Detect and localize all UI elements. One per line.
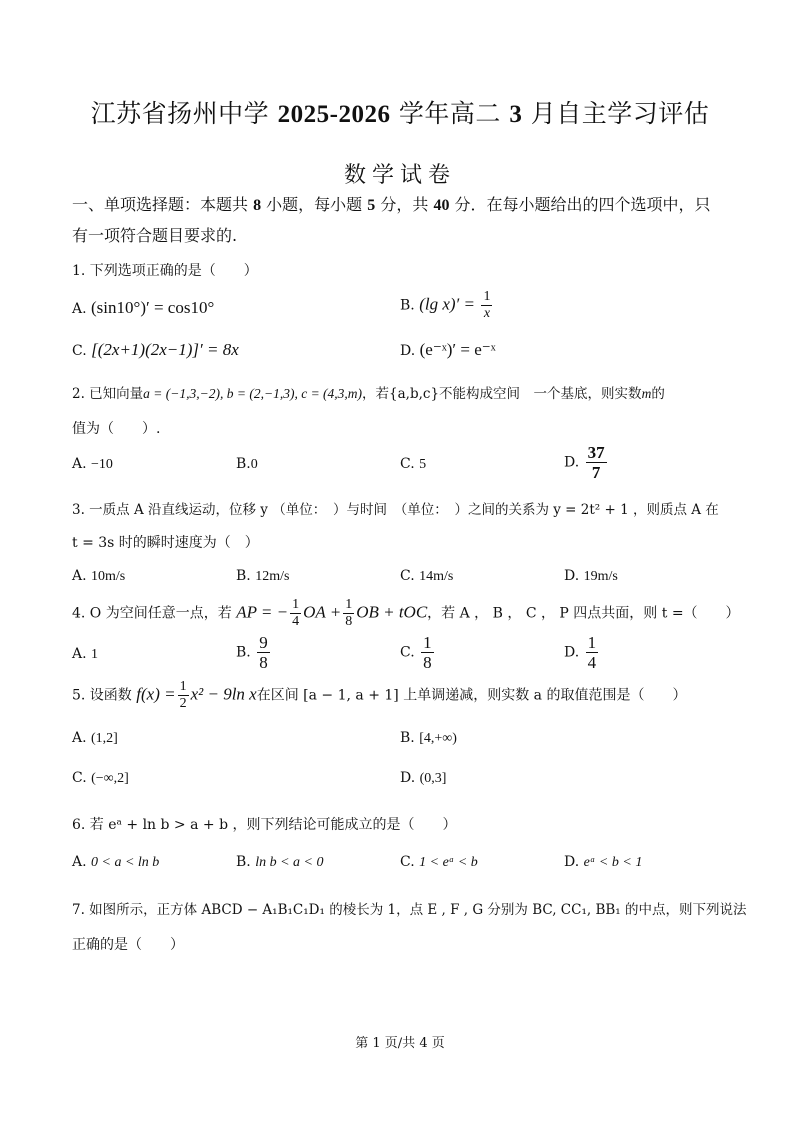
q3-option-c: C. 14m/s: [400, 568, 454, 584]
section-heading-line2: 有一项符合题目要求的.: [72, 226, 238, 245]
question-2-stem-line2: 值为（ ）.: [72, 421, 161, 437]
q3-option-d: D. 19m/s: [564, 568, 618, 584]
question-7-stem-line1: 7. 如图所示，正方体 ABCD − A₁B₁C₁D₁ 的棱长为 1，点 E , F , G 分别为 BC, CC₁, BB₁ 的中点，则下列说法: [72, 902, 747, 918]
section-heading-line1: 一、单项选择题：本题共 8 小题，每小题 5 分，共 40 分．在每小题给出的四个选项中，只: [72, 195, 711, 214]
title-post: 月自主学习评估: [522, 99, 710, 128]
page-footer: 第 1 页/共 4 页: [355, 1036, 445, 1051]
q4-option-d: D. $\frac{1}{4}$: [564, 633, 597, 672]
q1-option-d: D. (e⁻ˣ)′ = e⁻ˣ: [400, 340, 496, 359]
q4-option-c: C. $\frac{1}{8}$: [400, 633, 432, 672]
q3-option-b: B. 12m/s: [236, 568, 290, 584]
page-title: [0, 94, 800, 130]
q4-option-b: B. $\frac{9}{8}$: [236, 633, 268, 672]
q1-option-c: C. [(2x+1)(2x−1)]′ = 8x: [72, 340, 239, 359]
q1-option-d-expr: (e⁻ˣ)′ = e⁻ˣ: [419, 340, 496, 359]
section-heading: [72, 190, 732, 251]
question-3-stem-line2: t = 3s 时的瞬时速度为（ ）: [72, 535, 259, 551]
question-6-stem: 6. 若 eᵃ + ln b > a + b ，则下列结论可能成立的是（ ）: [72, 817, 457, 833]
question-2-stem-line1: 2. 已知向量a = (−1,3,−2), b = (2,−1,3), c = (4,3,m)，若{a,b,c}不能构成空间 一个基底，则实数m的: [72, 386, 665, 402]
q3-option-a: A. 10m/s: [72, 568, 126, 584]
q1-option-b: B. (lg x)′ = $\frac{1}{x}$: [400, 289, 491, 321]
title-pre: 江苏省扬州中学: [90, 99, 278, 128]
q5-option-b: B. [4,+∞): [400, 730, 457, 746]
q6-option-d: D. eᵃ < b < 1: [564, 854, 643, 870]
q1-option-a-expr: (sin10°)′ = cos10°: [91, 298, 215, 317]
question-3-stem-line1: 3. 一质点 A 沿直线运动，位移 y （单位： ）与时间 （单位： ）之间的关系为 y = 2t² + 1 ，则质点 A 在: [72, 502, 719, 518]
q2-option-c: C. 5: [400, 456, 427, 472]
question-5-stem: 5. 设函数 f(x) = $\frac{1}{2}$ x² − 9ln x在区间 [a − 1, a + 1] 上单调递减，则实数 a 的取值范围是（ ）: [72, 679, 687, 711]
question-7-stem-line2: 正确的是（ ）: [72, 937, 184, 953]
q5-option-c: C. (−∞,2]: [72, 770, 129, 786]
title-mid: 学年高二: [390, 99, 510, 128]
q2-option-b: B.0: [236, 456, 258, 472]
q2-option-a: A. −10: [72, 456, 113, 472]
page-subtitle: 数学试卷: [343, 163, 456, 188]
title-years: 2025-2026: [277, 101, 391, 128]
q1-option-b-expr: (lg x)′ =: [419, 294, 475, 314]
q5-option-a: A. (1,2]: [72, 730, 118, 746]
q5-option-d: D. (0,3]: [400, 770, 447, 786]
question-4-stem: 4. O 为空间任意一点，若 AP = − $\frac{1}{4}$ OA + $\frac{1}{8}$ OB + tOC，若 A ， B ， C ， P 四点共面，则 t =（ ）: [72, 597, 740, 629]
q4-option-a: A. 1: [72, 646, 99, 662]
q1-option-a: A. (sin10°)′ = cos10°: [72, 298, 215, 317]
q6-option-c: C. 1 < eᵃ < b: [400, 854, 478, 870]
title-num: 3: [509, 101, 523, 128]
q2-vectors: a = (−1,3,−2), b = (2,−1,3), c = (4,3,m): [143, 386, 363, 401]
q6-option-b: B. ln b < a < 0: [236, 854, 324, 870]
q1-option-c-expr: [(2x+1)(2x−1)]′ = 8x: [91, 340, 239, 359]
q2-option-d: D. $\frac{37}{7}$: [564, 443, 605, 482]
question-1-stem: 1. 下列选项正确的是（ ）: [72, 263, 258, 279]
q6-option-a: A. 0 < a < ln b: [72, 854, 160, 870]
